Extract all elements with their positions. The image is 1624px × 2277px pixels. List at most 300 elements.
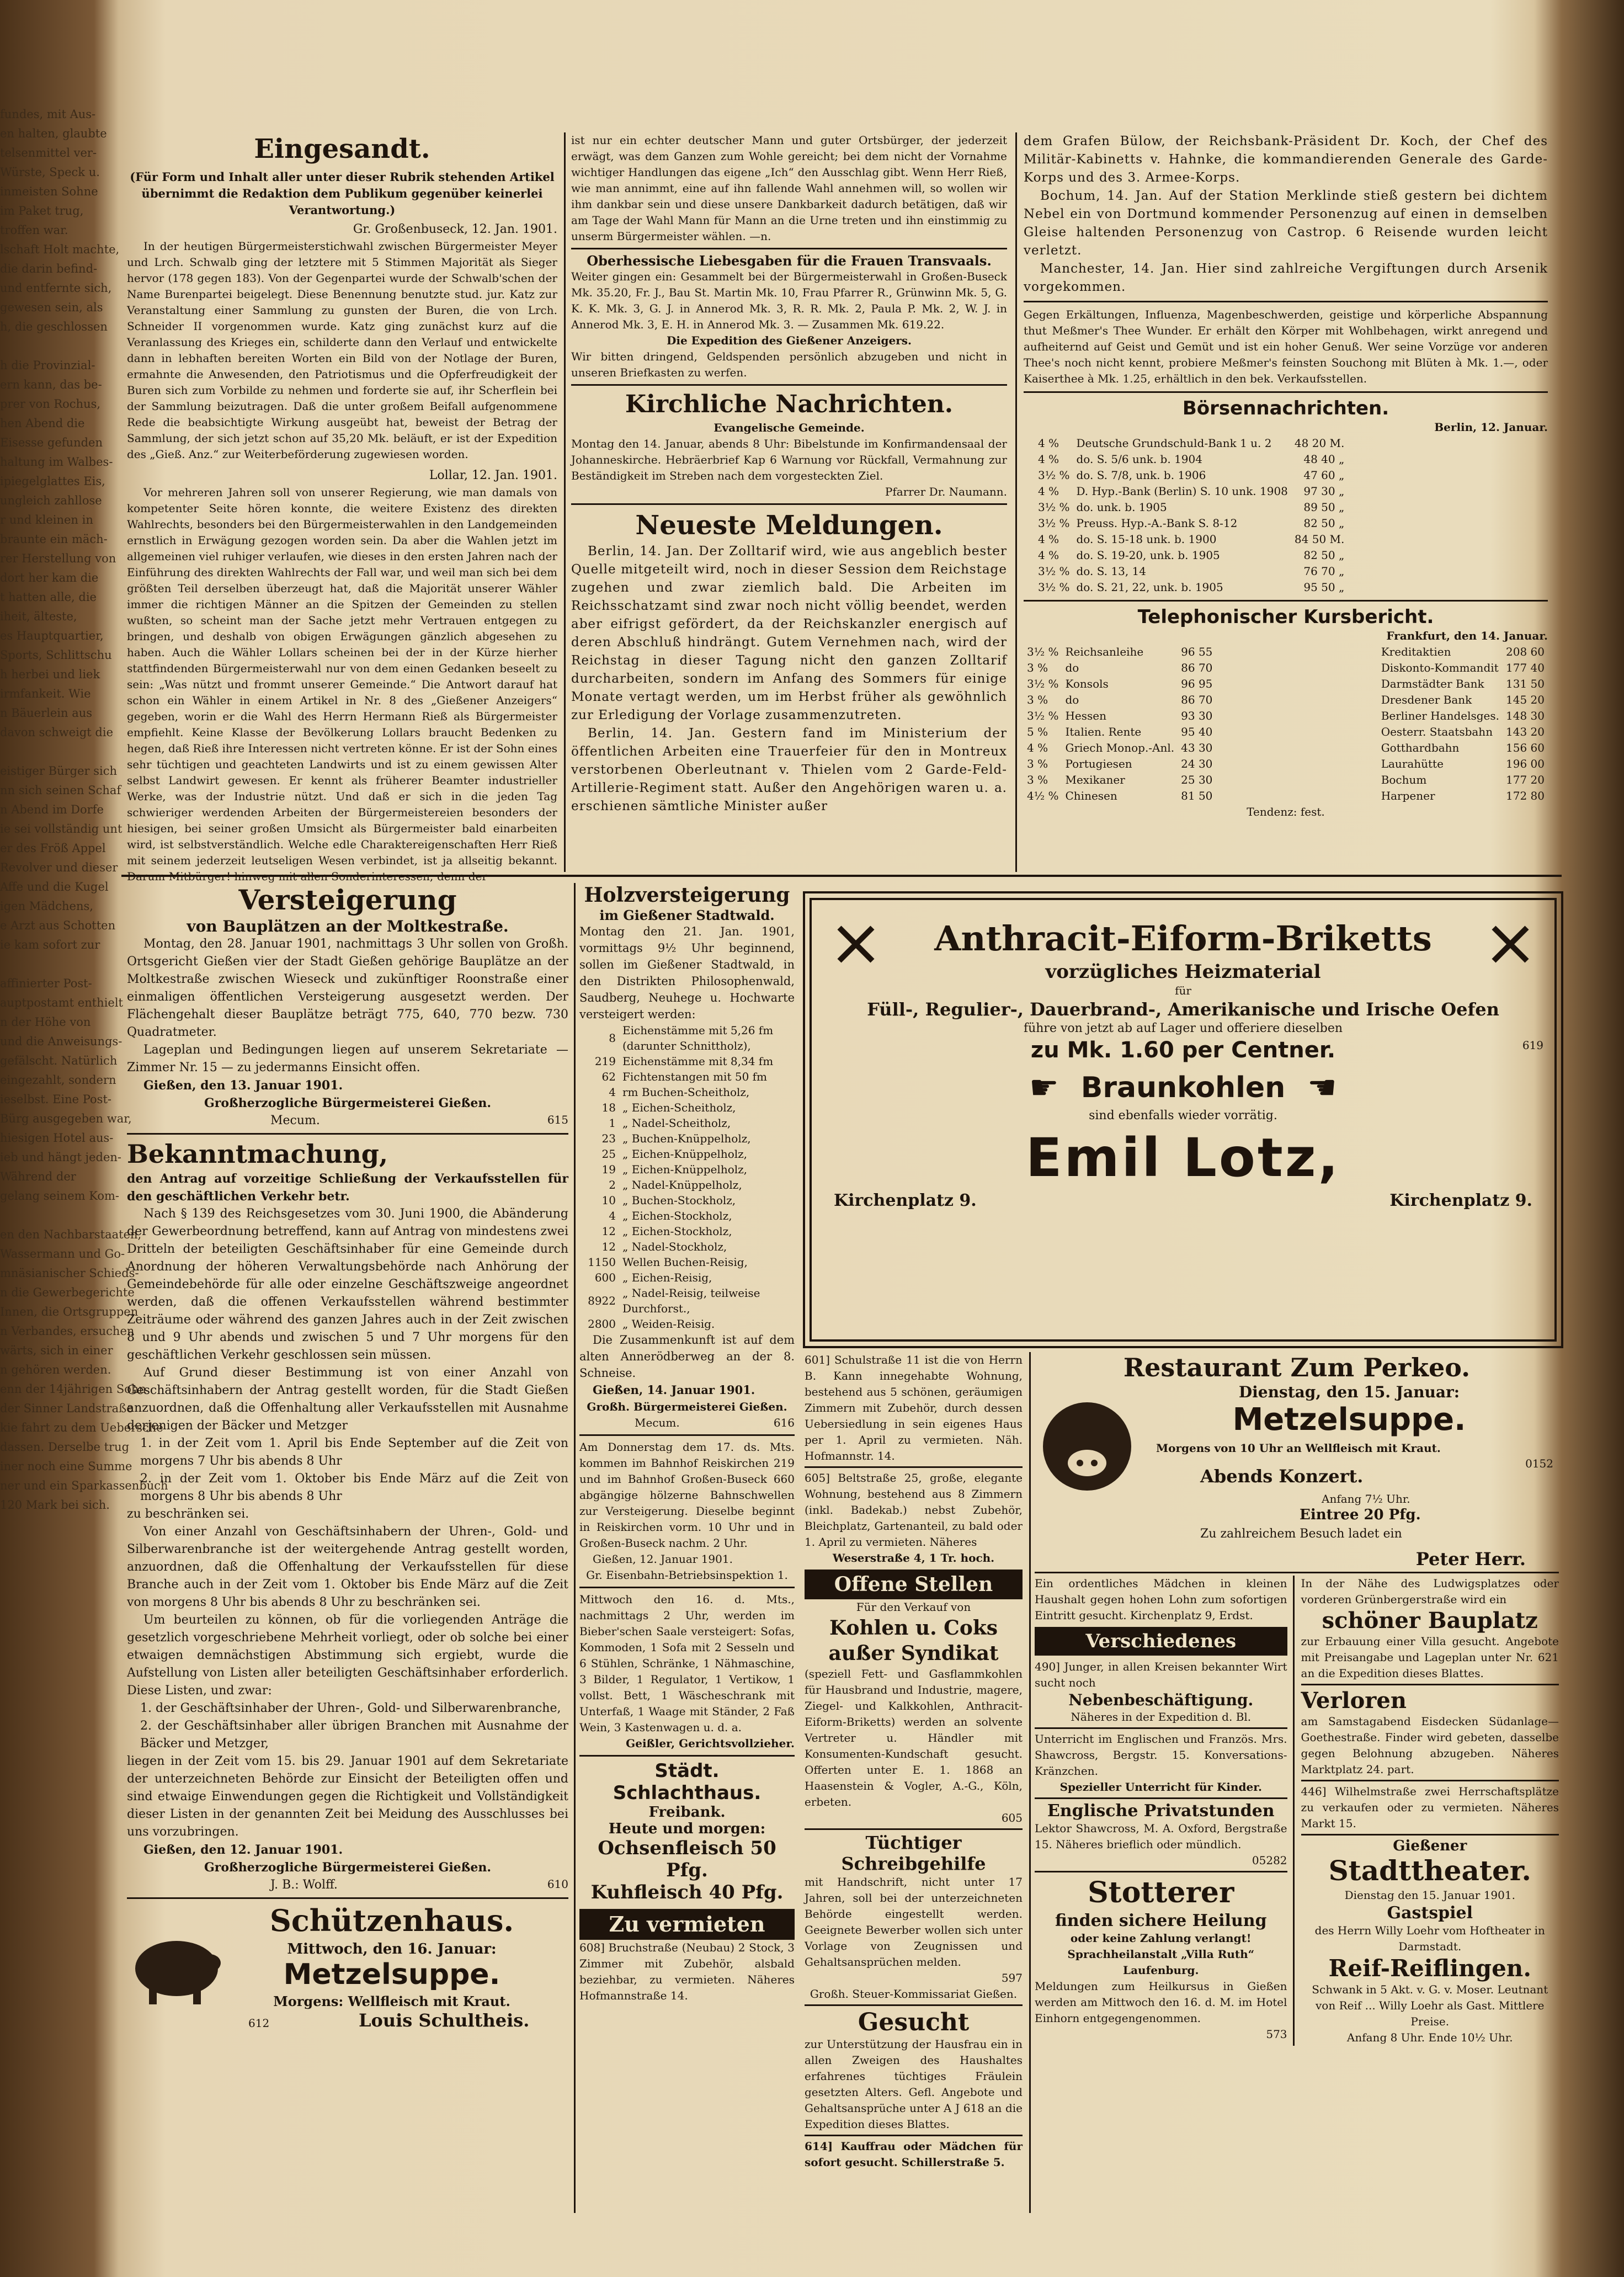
boersen-row-cell: 3½ % (1038, 565, 1070, 578)
holz-row-cell: 12 (601, 1225, 616, 1238)
left-strip-line: kie fahrt zu dem Uebersche (0, 1421, 163, 1434)
left-strip-line: Bürg ausgegeben war, (0, 1112, 132, 1125)
holz-row-cell: 10 (601, 1194, 616, 1207)
kurs-row-cell: Griech Monop.-Anl. (1065, 741, 1175, 754)
hammer-pick-icon (1488, 922, 1532, 966)
holz-row-cell: 62 (601, 1070, 616, 1083)
kohlen-title: Kohlen u. Coks außer Syndikat (828, 1616, 999, 1665)
holz-row-cell: 1 (609, 1116, 616, 1130)
left-strip-line: h herbei und liek (0, 668, 100, 681)
boersen-row-cell: 82 50 „ (1303, 517, 1345, 530)
kurs-title: Telephonischer Kursbericht. (1137, 606, 1434, 628)
vermieten-banner: Zu vermieten (579, 1909, 795, 1940)
perkeo-number: 0152 (1525, 1457, 1553, 1470)
schuetzenhaus-event: Metzelsuppe. (283, 1958, 500, 1991)
kohlen-text: (speziell Fett- und Gasflammkohlen für Hausbrand und Industrie, magere, Ziegel- und Kalkkohlen, Anthracit-Eiform-Briketts) werden an solvente Vertreter u. Händler mit Konsumenten-Kundschaft gesucht. Offerten unter E. 1. 1868 an Haasenstein & Vogler, A.-G., Köln, erbeten. (805, 1667, 1023, 1808)
schreibgehilfe-title: Tüchtiger Schreibgehilfe (841, 1832, 986, 1874)
boersen-row (1035, 483, 1348, 499)
kurs-row-cell: 143 20 (1506, 725, 1545, 738)
left-strip-line: und entfernte sich, (0, 281, 112, 295)
holz-row-cell: 8 (609, 1031, 616, 1045)
left-strip-line: rer Herstellung von (0, 552, 116, 565)
hammer-pick-icon (834, 922, 878, 966)
kurs-row (1378, 660, 1548, 676)
left-strip-line (0, 955, 105, 974)
bauplatz-text: zur Erbauung einer Villa gesucht. Angebote mit Preisangabe und Lageplan unter Nr. 621 an die Expedition dieses Blattes. (1301, 1635, 1559, 1680)
kurs-row-cell: 93 30 (1181, 709, 1213, 722)
boersen-row (1035, 579, 1348, 595)
kurs-row-cell: 177 20 (1506, 773, 1545, 786)
boersen-row-cell: do. unk. b. 1905 (1076, 501, 1167, 514)
perkeo-evening: Abends Konzert. (1200, 1466, 1364, 1487)
english-text: Lektor Shawcross, M. A. Oxford, Bergstraße 15. Näheres brieflich oder mündlich. (1035, 1822, 1287, 1851)
junger-wirt-title: Nebenbeschäftigung. (1068, 1691, 1254, 1709)
column-rule (564, 132, 566, 872)
holz-subtitle: im Gießener Stadtwald. (599, 907, 775, 923)
left-strip-line: hen Abend die (0, 417, 85, 430)
left-strip-line: Sports, Schlittschu (0, 648, 112, 662)
holz-row-cell: „ Weiden-Reisig. (622, 1317, 715, 1331)
column-ads-right (1035, 1352, 1559, 2224)
left-strip-line: en den Nachbarstaaten, (0, 1228, 142, 1241)
left-strip-line: n der Höhe von (0, 1015, 91, 1029)
holz-sign: Großh. Bürgermeisterei Gießen. (587, 1400, 787, 1413)
bek-item-2: 2. der Geschäftsinhaber aller übrigen Branchen mit Ausnahme der Bäcker und Metzger, (140, 1719, 568, 1751)
boersen-row-cell: 95 50 „ (1303, 581, 1345, 594)
left-strip-line: dassen. Derselbe trug (0, 1440, 130, 1454)
left-strip-line: hiesigen Hotel aus- (0, 1131, 114, 1145)
left-strip-line: igen Mädchens, (0, 900, 93, 913)
verloren-text: am Samstagabend Eisdecken Südanlage—Goethestraße. Finder wird gebeten, dasselbe gegen Belohnung abzugeben. Näheres Marktplatz 24. part. (1301, 1715, 1559, 1776)
bek-para-4: Von einer Anzahl von Geschäftsinhabern der Uhren-, Gold- und Silberwarenbranche ist der weitergehende Antrag gestellt worden, anzuordnen, daß die Offenhaltung der Verkaufsstellen für diese Branche auch in der Zeit vom 1. Oktober bis Ende März auf die Zeit von morgens 8 Uhr bis abends 8 Uhr zu beschränken sei. (127, 1525, 568, 1609)
schreibgehilfe-sign: Großh. Steuer-Kommissariat Gießen. (810, 1987, 1018, 2001)
kurs-table-right (1378, 644, 1548, 804)
kurs-row-cell: Mexikaner (1065, 773, 1125, 786)
kurs-row (1378, 644, 1548, 660)
perkeo-owner: Peter Herr. (1415, 1549, 1526, 1570)
unterricht-ad: Unterricht im Englischen und Französ. Mrs. Shawcross, Bergstr. 15. Konversations-Kränzchen. (1035, 1732, 1287, 1778)
lotz-number: 619 (1522, 1039, 1543, 1052)
left-strip-line: er des Fröß Appel (0, 842, 106, 855)
holz-row (579, 1223, 795, 1239)
disclaimer: (Für Form und Inhalt aller unter dieser Rubrik stehenden Artikel übernimmt die Redaktion dem Publikum gegenüber keinerlei Verantwortung.) (130, 170, 555, 217)
theater-title: Stadttheater. (1328, 1854, 1531, 1887)
bauplatz-title: schöner Bauplatz (1322, 1608, 1538, 1634)
boersen-row-cell: 48 20 M. (1294, 437, 1345, 450)
left-strip-line (0, 742, 105, 762)
pointing-hand-icon: ☛ (1307, 1068, 1338, 1107)
holz-body: Montag den 21. Jan. 1901, vormittags 9½ Uhr beginnend, sollen im Gießener Stadtwald, in den Distrikten Philosophenwald, Saudberg, Neuhege u. Hochwarte versteigert werden: (579, 925, 795, 1021)
holz-row-cell: „ Eichen-Stockholz, (622, 1209, 732, 1222)
holz-row-cell: 219 (594, 1055, 616, 1068)
holz-row (579, 1084, 795, 1100)
left-strip-line: h die Provinzial- (0, 359, 95, 372)
bek-name: J. B.: Wolff. (270, 1878, 338, 1892)
kirchliche-title: Kirchliche Nachrichten. (625, 390, 954, 418)
kurs-row (1378, 756, 1548, 772)
holz-row (579, 1270, 795, 1285)
left-strip-line: 120 Mark bei sich. (0, 1498, 110, 1512)
kurs-row-cell: 3½ % (1027, 709, 1059, 722)
kurs-row-cell: Oesterr. Staatsbahn (1381, 725, 1493, 738)
holz-title: Holzversteigerung (584, 884, 790, 907)
kurs-row-cell: Konsols (1065, 677, 1109, 690)
left-strip-line: Während der (0, 1170, 76, 1183)
holz-row-cell: „ Eichen-Reisig, (622, 1271, 712, 1284)
kurs-row-cell: Dresdener Bank (1381, 693, 1472, 706)
kurs-row (1024, 724, 1216, 740)
boersen-row (1035, 451, 1348, 467)
lotz-braunkohlen: Braunkohlen (1080, 1071, 1286, 1104)
maedchen-ad: Ein ordentliches Mädchen in kleinen Haushalt gegen hohen Lohn zum sofortigen Eintritt gesucht. Kirchenplatz 9, Erdst. (1035, 1577, 1287, 1622)
left-strip-line: ie kam sofort zur (0, 938, 100, 951)
left-strip-line: Innen, die Ortsgruppen (0, 1305, 139, 1318)
left-strip-line: Wassermann und Go- (0, 1247, 125, 1260)
left-strip-line: ie sei vollständig unt (0, 822, 123, 836)
kurs-row-cell: Diskonto-Kommandit (1381, 661, 1499, 674)
lotz-fuer: für (1175, 984, 1191, 997)
boersen-row (1035, 499, 1348, 515)
left-strip-line: gefälscht. Natürlich (0, 1054, 118, 1067)
theater-pre: Gießener (1393, 1838, 1467, 1854)
left-strip-line: h, die geschlossen (0, 320, 108, 333)
column-rule (1029, 1352, 1031, 2213)
holz-row-cell: „ Buchen-Stockholz, (622, 1194, 736, 1207)
holz-row (579, 1131, 795, 1146)
left-strip-line: prer von Rochus, (0, 397, 101, 411)
lotz-price: zu Mk. 1.60 per Centner. (1030, 1038, 1336, 1063)
schuetzenhaus-date: Mittwoch, den 16. Januar: (287, 1941, 497, 1957)
left-strip-line: der Sinner Landstraße (0, 1402, 134, 1415)
column-eingesandt (127, 132, 557, 883)
holz-end: Die Zusammenkunft ist auf dem alten Annerödberweg an der 8. Schneise. (579, 1333, 795, 1380)
schuetzenhaus-morning: Morgens: Wellfleisch mit Kraut. (273, 1993, 510, 2009)
lotz-address-left: Kirchenplatz 9. (834, 1191, 977, 1210)
boersen-row-cell: 4 % (1038, 533, 1059, 546)
transvaal-note: Wir bitten dringend, Geldspenden persönlich abzugeben und nicht in unseren Briefkasten zu werfen. (571, 350, 1007, 379)
news-bochum: Bochum, 14. Jan. Auf der Station Merklinde stieß gestern bei dichtem Nebel ein von Dortmund kommender Personenzug auf einen in demselben Gleise haltenden Personenzug von Castrop. 6 Reisende wurden leicht verletzt. (1024, 189, 1548, 258)
pig-illustration (127, 1924, 221, 2007)
holz-row (579, 1162, 795, 1177)
kurs-row-cell: 148 30 (1506, 709, 1545, 722)
letter2-body: Vor mehreren Jahren soll von unserer Regierung, wie man damals von kompetenter Seite hören konnte, die weitere Existenz des direkten Wahlrechts, besonders bei den Bürgermeisterwahlen in den Landgemeinden ernstlich in Erwägung gezogen worden sein. Da aber die Wahlen jetzt im allgemeinen viel ruhiger verlaufen, wie dieses in den ersten Jahren nach der Einführung des direkten Wahlrechts der Fall war, und weil man sich bei dem größten Teil derselben überzeugt hat, daß die Majorität unserer Wähler immer die richtigen Männer an die Spitzen der Gemeinden zu stellen wußten, so scheint man der Sache jetzt mehr Vertrauen entgegen zu bringen, und deshalb von obigen Erwägungen gänzlich abgesehen zu haben. Auch die Wähler Lollars scheinen bei der in der Kürze hierher stattfindenden Bürgermeisterwahl nur von dem einen Gedanken beseelt zu sein: „Was nützt und frommt unserer Gemeinde.“ Die Antwort darauf hat schon ein Wähler in einem Artikel in Nr. 8 des „Gießener Anzeigers“ gegeben, worin er die Wahl des Herrn Hermann Rieß als Bürgermeister empfiehlt. Keine Klasse der Bevölkerung Lollars braucht Bedenken zu hegen, daß Rieß ihre Interessen nicht vertreten könne. Er ist der Sohn eines sehr tüchtigen und geachteten Landwirts und ist zu einem gewissen Alter selbst Landwirt gewesen. Er kennt als früherer Beamter industrieller Werke, was der Industrie nützt. Und daß er sich in die jeden Tag schwieriger werdenden Arbeiten der Bürgermeistereien besonders der hiesigen, bei seiner großen Umsicht als Bürgermeister bald einarbeiten wird, ist selbstverständlich. Welche edle Charaktereigenschaften Herr Rieß mit seinem jederzeit leutseligen Wesen verbindet, ist ja allseitig bekannt. Darum Mitbürger! hinweg mit allen Sonderinteressen; denn der (127, 486, 557, 883)
boersen-row-cell: do. S. 13, 14 (1076, 565, 1147, 578)
column-news (571, 132, 1007, 872)
left-strip-line (0, 1206, 105, 1225)
left-strip-line: eistiger Bürger sich (0, 764, 118, 778)
left-strip-line: mnäsianischer Schieds- (0, 1267, 139, 1280)
left-strip-line: eingezahlt, sondern (0, 1073, 116, 1087)
kurs-row (1024, 708, 1216, 724)
holz-row (579, 1193, 795, 1208)
beltstrasse-ad: 605] Beltstraße 25, große, elegante Wohnung, bestehend aus 8 Zimmern (inkl. Badekab.) nebst Zubehör, Bleichplatz, Gartenanteil, zu bald oder 1. April zu vermieten. Näheres (805, 1471, 1023, 1549)
kurs-row (1024, 692, 1216, 708)
bek-list-2: 2. in der Zeit vom 1. Oktober bis Ende März auf die Zeit von morgens 8 Uhr bis abends 8 Uhr (140, 1472, 568, 1503)
boersen-row-cell: do. S. 21, 22, unk. b. 1905 (1076, 581, 1223, 594)
schreibgehilfe-number: 597 (1001, 1971, 1023, 1985)
kohlen-number: 605 (1001, 1811, 1023, 1824)
left-strip-line: ungleich zahllose (0, 494, 102, 507)
kirchliche-subtitle: Evangelische Gemeinde. (714, 421, 865, 434)
kurs-row-cell: Berliner Handelsges. (1381, 709, 1500, 722)
left-strip-line: irmfankeit. Wie (0, 687, 91, 700)
column-ads-left (127, 883, 568, 2224)
schuetzenhaus-number: 612 (248, 2017, 270, 2030)
kurs-row-cell: 3 % (1027, 693, 1048, 706)
holz-row (579, 1208, 795, 1223)
kurs-row-cell: 3½ % (1027, 677, 1059, 690)
kurs-row (1378, 740, 1548, 756)
left-strip-line: gelang seinem Kom- (0, 1189, 119, 1203)
kurs-row (1378, 708, 1548, 724)
holz-row-cell: 23 (601, 1132, 616, 1145)
holz-number: 616 (773, 1416, 795, 1429)
left-strip-line: es Hauptquartier, (0, 629, 104, 642)
transvaal-sign: Die Expedition des Gießener Anzeigers. (667, 334, 912, 347)
boersen-row-cell: Preuss. Hyp.-A.-Bank S. 8-12 (1076, 517, 1238, 530)
kurs-row-cell: 145 20 (1506, 693, 1545, 706)
left-strip-line: en halten, glaubte (0, 127, 107, 140)
boersen-row (1035, 515, 1348, 531)
gesucht-title: Gesucht (858, 2008, 970, 2036)
perkeo-start: Anfang 7½ Uhr. (1322, 1492, 1410, 1505)
english-title: Englische Privatstunden (1047, 1801, 1275, 1821)
schlachthaus-subtitle: Freibank. (648, 1804, 726, 1821)
left-strip-line: lschaft Holt machte, (0, 243, 120, 256)
lotz-subtitle: vorzügliches Heizmaterial (1045, 961, 1321, 983)
boersen-row-cell: Deutsche Grundschuld-Bank 1 u. 2 (1076, 437, 1272, 450)
lotz-ovens: Füll-, Regulier-, Dauerbrand-, Amerikanische und Irische Oefen (867, 999, 1499, 1020)
boersen-row (1035, 435, 1348, 451)
kurs-row-cell: 4½ % (1027, 789, 1059, 802)
theater-gastspiel: Gastspiel (1387, 1903, 1473, 1923)
holz-row (579, 1316, 795, 1332)
boersen-row (1035, 563, 1348, 579)
boersen-row-cell: 76 70 „ (1303, 565, 1345, 578)
theater-guest: des Herrn Willy Loehr vom Hoftheater in Darmstadt. (1314, 1924, 1545, 1953)
kurs-row-cell: 43 30 (1181, 741, 1213, 754)
bek-para-5: Um beurteilen zu können, ob für die vorliegenden Anträge die gesetzlich vorgeschriebene Mehrheit vorliegt, oder ob solche bei einer etwaigen demnächstigen Abstimmung sich ergiebt, wurde die Aufstellung von Listen aller beteiligten Geschäftsinhaber erforderlich. Diese Listen, und zwar: (127, 1613, 568, 1698)
lotz-ad-inner (810, 898, 1557, 1342)
left-strip-line: n die Gewerbegerichte (0, 1286, 135, 1299)
theater-date: Dienstag den 15. Januar 1901. (1344, 1888, 1515, 1902)
kurs-row-cell: 81 50 (1181, 789, 1213, 802)
lotz-stock: führe von jetzt ab auf Lager und offeriere dieselben (1023, 1022, 1343, 1035)
kurs-row-cell: 3 % (1027, 773, 1048, 786)
news-continuation: dem Grafen Bülow, der Reichsbank-Präsident Dr. Koch, der Chef des Militär-Kabinetts v. Hahnke, die kommandierenden Generale des Garde-Korps und des 3. Armee-Korps. (1024, 134, 1548, 185)
schulstrasse-ad: 601] Schulstraße 11 ist die von Herrn B. Kann innegehabte Wohnung, bestehend aus 5 schönen, geräumigen Zimmern mit Zubehör, durch dessen Uebersiedlung in sein eigenes Haus per 1. April zu vermieten. Näh. Hofmannstr. 14. (805, 1353, 1023, 1462)
left-strip-line: davon schweigt die (0, 726, 113, 739)
holz-row-cell: rm Buchen-Scheitholz, (622, 1086, 750, 1099)
versteigerung-name: Mecum. (270, 1114, 320, 1127)
kurs-row-cell: 3 % (1027, 757, 1048, 770)
left-strip-line: n Bäuerlein aus (0, 706, 93, 720)
left-strip-line: iheit, älteste, (0, 610, 77, 623)
kirchliche-body: Montag den 14. Januar, abends 8 Uhr: Bibelstunde im Konfirmandensaal der Johanneskirche. Hebräerbrief Kap 6 Warnung vor Rückfall, Vermahnung zur Beständigkeit im Streben nach dem vorgesteckten Ziel. (571, 437, 1007, 482)
kurs-row-cell: 196 00 (1506, 757, 1545, 770)
kurs-row-cell: Gotthardbahn (1381, 741, 1460, 754)
lotz-title: Anthracit-Eiform-Briketts (934, 918, 1432, 959)
kurs-row-cell: Laurahütte (1381, 757, 1444, 770)
holz-row-cell: „ Eichen-Stockholz, (622, 1225, 732, 1238)
versteigerung-subtitle: von Bauplätzen an der Moltkestraße. (187, 917, 509, 935)
left-strip-line: im Paket trug, (0, 204, 84, 217)
kurs-row-cell: Reichsanleihe (1065, 645, 1144, 658)
perkeo-morning: Morgens von 10 Uhr an Wellfleisch mit Kraut. (1156, 1441, 1441, 1455)
kurs-row-cell: 86 70 (1181, 693, 1213, 706)
left-strip-line: Affe und die Kugel (0, 880, 109, 893)
left-strip-line: r und kleinen in (0, 513, 93, 526)
holz-row-cell: „ Nadel-Knüppelholz, (622, 1178, 742, 1191)
holz-row (579, 1069, 795, 1084)
boersen-row-cell: 4 % (1038, 485, 1059, 498)
left-strip-line: die darin befind- (0, 262, 98, 275)
kurs-row (1024, 756, 1216, 772)
kurs-row-cell: Hessen (1065, 709, 1107, 722)
kurs-row (1378, 692, 1548, 708)
kurs-row (1024, 772, 1216, 788)
boersen-row-cell: 82 50 „ (1303, 549, 1345, 562)
kurs-row-cell: 172 80 (1506, 789, 1545, 802)
section-rule (121, 875, 1562, 877)
transvaal-title: Oberhessische Liebesgaben für die Frauen Transvaals. (587, 253, 992, 269)
pointing-hand-icon: ☛ (1029, 1068, 1059, 1107)
holz-row-cell: Fichtenstangen mit 50 fm (622, 1070, 768, 1083)
left-strip-line: nn sich seinen Schaf (0, 784, 121, 797)
boersen-row-cell: 89 50 „ (1303, 501, 1345, 514)
holz-table (579, 1023, 795, 1332)
boersen-row-cell: do. S. 19-20, unk. b. 1905 (1076, 549, 1220, 562)
left-strip-line: inmeisten Sohne (0, 185, 98, 198)
holz-row-cell: Eichenstämme mit 8,34 fm (622, 1055, 774, 1068)
letter1-body: In der heutigen Bürgermeisterstichwahl zwischen Bürgermeister Meyer und Lrch. Schwalb ging der letztere mit 5 Stimmen Majorität als Sieger hervor (178 gegen 183). Von der Gegenpartei wurde der Schwalb'schen der Name Burenpartei beigelegt. Diese Benennung benutzte stud. jur. Katz zur Veranstaltung einer Sammlung zu gunsten der Buren, die von Lrch. Schneider II vorgenommen wurde. Katz ging zunächst kurz auf die Veranlassung des Krieges ein, schilderte dann den Verlauf und entwickelte dann in lebhaften bereiten Worten ein Bild von der Notlage der Buren, ermahnte die Anwesenden, den Patriotismus und die Opferfreudigkeit der Buren sich zum Vorbilde zu nehmen und forderte sie auf, ihr Scherflein bei der Sammlung beizutragen. Daß die unter großem Beifall aufgenommene Rede die beabsichtigte Wirkung ausgeübt hat, beweist der Betrag der Sammlung, der sich jetzt schon auf 35,20 Mk. beläuft, er ist der Expedition des „Gieß. Anz.“ zur Weiterbeförderung zugewiesen worden. (127, 240, 557, 461)
boersen-row-cell: 47 60 „ (1303, 469, 1345, 482)
holz-row-cell: „ Eichen-Knüppelholz, (622, 1147, 748, 1161)
letter2-dateline: Lollar, 12. Jan. 1901. (429, 469, 557, 482)
boersen-row-cell: 97 30 „ (1303, 485, 1345, 498)
boersen-row-cell: do. S. 5/6 unk. b. 1904 (1076, 453, 1202, 466)
kurs-row (1024, 660, 1216, 676)
holz-row (579, 1023, 795, 1054)
left-strip-line: dort her kam die (0, 571, 99, 584)
kurs-row-cell: Kreditaktien (1381, 645, 1451, 658)
left-strip-line: n Abend im Dorfe (0, 803, 104, 816)
holz-row (579, 1100, 795, 1115)
column-ads-center (805, 1352, 1023, 2224)
kurs-row-cell: Chinesen (1065, 789, 1117, 802)
holz-row-cell: Wellen Buchen-Reisig, (622, 1255, 748, 1269)
holz-row (579, 1146, 795, 1162)
letter-continuation: ist nur ein echter deutscher Mann und guter Ortsbürger, der jederzeit erwägt, was dem Ganzen zum Wohle gereicht; bei dem nicht der Vornahme wichtiger Handlungen das eigene „Ich“ den Ausschlag gibt. Wenn Herr Rieß, wie man annimmt, eine auf ihn fallende Wahl annehmen will, so wollen wir ihm dankbar sein und diese unsere Dankbarkeit dadurch betätigen, daß wir am Tage der Wahl Mann für Mann an die Urne treten und ihn einstimmig zu unserm Bürgermeister wählen. —n. (571, 134, 1007, 243)
schlachthaus-line-3: Kuhfleisch 40 Pfg. (590, 1881, 784, 1903)
bek-list-1: 1. in der Zeit vom 1. April bis Ende September auf die Zeit von morgens 7 Uhr bis abends 8 Uhr (140, 1437, 568, 1468)
kurs-row-cell: 5 % (1027, 725, 1048, 738)
neueste-title: Neueste Meldungen. (635, 510, 943, 541)
boersen-place: Berlin, 12. Januar. (1434, 421, 1548, 434)
holz-row-cell: 12 (601, 1240, 616, 1253)
boersen-table (1035, 435, 1348, 595)
bekanntmachung-subtitle: den Antrag auf vorzeitige Schließung der Verkaufsstellen für den geschäftlichen Verkehr betr. (127, 1172, 568, 1204)
stotterer-title: Stotterer (1088, 1876, 1234, 1909)
kurs-row-cell: 177 40 (1506, 661, 1545, 674)
left-strip-line: affinierter Post- (0, 977, 92, 990)
holz-row-cell: 8922 (588, 1294, 616, 1307)
kurs-row-cell: 4 % (1027, 741, 1048, 754)
schuetzenhaus-title: Schützenhaus. (269, 1903, 514, 1938)
holz-row-cell: „ Buchen-Knüppelholz, (622, 1132, 751, 1145)
lotz-braunkohlen-sub: sind ebenfalls wieder vorrätig. (1089, 1109, 1277, 1122)
bek-sign: Großherzogliche Bürgermeisterei Gießen. (204, 1860, 492, 1875)
kurs-row-cell: do (1065, 693, 1079, 706)
kurs-row-cell: 96 55 (1181, 645, 1213, 658)
stotterer-text: oder keine Zahlung verlangt! Sprachheilanstalt „Villa Ruth“ Laufenburg. (1067, 1932, 1255, 1977)
holz-row-cell: „ Nadel-Stockholz, (622, 1240, 727, 1253)
boersen-row (1035, 531, 1348, 547)
bauplatz-pre: In der Nähe des Ludwigsplatzes oder vorderen Grünbergerstraße wird ein (1301, 1577, 1559, 1606)
holz-row (579, 1115, 795, 1131)
left-strip-line: ner und ein Sparkassenbuch (0, 1479, 168, 1492)
left-strip-line: n Verbandes, ersuchen (0, 1324, 135, 1338)
verloren-title: Verloren (1301, 1688, 1407, 1714)
holz-row-cell: 25 (601, 1147, 616, 1161)
holz-name: Mecum. (635, 1416, 680, 1429)
left-strip-line (0, 337, 105, 356)
left-strip-line: enn der 14jährigen Sohn (0, 1382, 146, 1396)
kurs-row-cell: 96 95 (1181, 677, 1213, 690)
left-strip-line: Revolver und dieser (0, 861, 118, 874)
bahnschwellen-date: Gießen, 12. Januar 1901. (593, 1552, 733, 1566)
holz-row-cell: Eichenstämme mit 5,26 fm (darunter Schnittholz), (622, 1024, 774, 1052)
boersen-row-cell: 4 % (1038, 453, 1059, 466)
kurs-row-cell: 95 40 (1181, 725, 1213, 738)
left-page-edge-text (0, 105, 168, 2147)
versteigerung-body: Montag, den 28. Januar 1901, nachmittags 3 Uhr sollen von Großh. Ortsgericht Gießen vier der Stadt Gießen gehörige Bauplätze an der Moltkestraße zwischen Wieseck und zukünftiger Roonstraße einer einmaligen öffentlichen Versteigerung ausgesetzt werden. Der Flächengehalt dieser Bauplätze beträgt 775, 640, 770 bezw. 730 Quadratmeter. (127, 937, 568, 1039)
boersen-row-cell: 3½ % (1038, 581, 1070, 594)
schlachthaus-line-1: Heute und morgen: (608, 1821, 766, 1837)
versteigerung-sign: Großherzogliche Bürgermeisterei Gießen. (204, 1096, 492, 1110)
schlachthaus-title: Städt. Schlachthaus. (613, 1760, 762, 1804)
kurs-row (1024, 644, 1216, 660)
holz-row-cell: 1150 (588, 1255, 616, 1269)
perkeo-date: Dienstag, den 15. Januar: (1238, 1383, 1460, 1401)
spezieller-unterricht: Spezieller Unterricht für Kinder. (1059, 1780, 1262, 1794)
stotterer-subtitle: finden sichere Heilung (1055, 1911, 1267, 1930)
boersen-row-cell: 4 % (1038, 437, 1059, 450)
newspaper-page (110, 99, 1562, 2230)
transvaal-body: Weiter gingen ein: Gesammelt bei der Bürgermeisterwahl in Großen-Buseck Mk. 35.20, Fr. J., Bau St. Martin Mk. 10, Frau Pfarrer R., Grünwinn Mk. 5, G. K. K. Mk. 3, G. J. in Annerod Mk. 3, R. R. Mk. 2, Paula P. Mk. 2, W. J. in Annerod Mk. 3, E. H. in Annerod Mk. 3. — Zusammen Mk. 619.22. (571, 270, 1007, 331)
lotz-name: Emil Lotz, (1025, 1127, 1341, 1189)
kurs-row-cell: Bochum (1381, 773, 1427, 786)
kurs-row (1024, 740, 1216, 756)
kurs-row-cell: 156 60 (1506, 741, 1545, 754)
neueste-body-1: Berlin, 14. Jan. Der Zolltarif wird, wie aus angeblich bester Quelle mitgeteilt wird, noch in dieser Session dem Reichstage zugehen und zwar ziemlich bald. Die Arbeiten im Reichsschatzamt sind zwar noch nicht völlig beendet, werden aber eifrigst gefördert, da der Reichskanzler energisch auf deren Abschluß hindrängt. Gutem Vernehmen nach, wird der Reichstag in dieser Tagung nicht den ganzen Zolltarif durcharbeiten, sondern im Anfang des Sommers für einige Monate vertagt werden, um im Herbst früher als gewöhnlich zur Erledigung der Vorlage zusammenzutreten. (571, 544, 1007, 722)
schuetzenhaus-owner: Louis Schultheis. (359, 2010, 530, 2031)
bekanntmachung-title: Bekanntmachung, (127, 1139, 388, 1169)
stotterer-number: 573 (1266, 2028, 1287, 2041)
kirchliche-sign: Pfarrer Dr. Naumann. (885, 485, 1007, 498)
boersen-row (1035, 467, 1348, 483)
boersen-row (1035, 547, 1348, 563)
left-strip-line: ipiegelglattes Eis, (0, 475, 105, 488)
holz-row (579, 1285, 795, 1316)
theater-times: Anfang 8 Uhr. Ende 10½ Uhr. (1346, 2031, 1513, 2044)
gesucht-text: zur Unterstützung der Hausfrau ein in allen Zweigen des Haushaltes erfahrenes tüchtiges Fräulein gesetzten Alters. Gefl. Angebote und Gehaltsansprüche unter A J 618 an die Expedition dieses Blattes. (805, 2037, 1023, 2131)
letter1-dateline: Gr. Großenbuseck, 12. Jan. 1901. (353, 222, 557, 236)
ad-messmer-tea: Gegen Erkältungen, Influenza, Magenbeschwerden, geistige und körperliche Abspannung thut Meßmer's Thee Wunder. Er erhält den Körper mit Wohlbehagen, wirkt anregend und aufheiternd auf Geist und Gemüt und ist ein hoher Genuß. Wer seine Vorzüge vor anderen Thee's noch nicht kennt, probiere Meßmer's feinsten Souchong mit Blüten à Mk. 1.—, oder Kaiserthee à Mk. 1.25, erhältlich in den bek. Verkaufsstellen. (1024, 308, 1548, 385)
bek-para-6: liegen in der Zeit vom 15. bis 29. Januar 1901 auf dem Sekretariate der unterzeichneten Behörde zur Einsicht der Beteiligten offen und sind etwaige Einwendungen gegen die Richtigkeit und Vollständigkeit dieser Listen in der genannten Zeit bei Meidung des Ausschlusses bei uns vorzubringen. (127, 1754, 568, 1839)
holz-row-cell: 2800 (588, 1317, 616, 1331)
left-strip-line: braunte ein mäch- (0, 533, 108, 546)
